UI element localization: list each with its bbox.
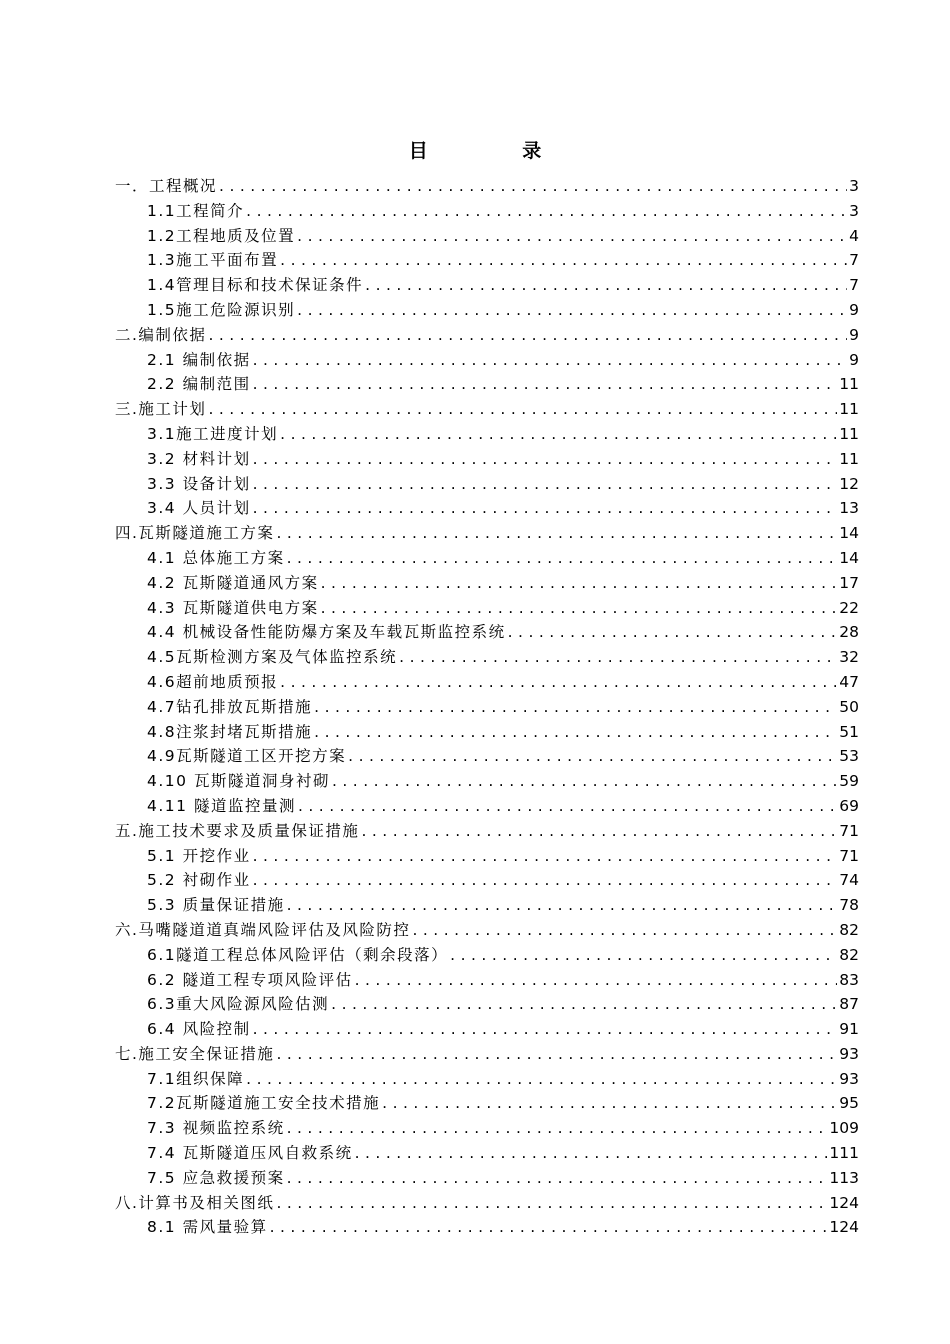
toc-dot-leader: [253, 351, 848, 369]
toc-dot-leader: [253, 871, 838, 889]
toc-entry-page-number: 95: [839, 1094, 859, 1113]
toc-dot-leader: [246, 202, 847, 220]
toc-entry-page-number: 124: [829, 1218, 859, 1237]
toc-entry[interactable]: [115, 744, 859, 769]
toc-dot-leader: [280, 673, 837, 691]
toc-entry-page-number: 14: [839, 524, 859, 543]
toc-entry-label: 6.2 隧道工程专项风险评估: [147, 970, 353, 989]
toc-entry-label: 1.5施工危险源识别: [147, 300, 296, 319]
toc-entry[interactable]: [115, 248, 859, 273]
toc-entry[interactable]: [115, 447, 859, 472]
toc-entry-page-number: 3: [849, 177, 859, 195]
toc-entry-label: 1.3施工平面布置: [147, 251, 279, 270]
toc-entry-page-number: 82: [839, 920, 859, 939]
toc-entry-page-number: 53: [839, 747, 859, 766]
toc-entry-label: 3.4 人员计划: [147, 499, 251, 518]
toc-entry-label: 八.计算书及相关图纸: [115, 1193, 275, 1212]
toc-entry-page-number: 11: [839, 449, 859, 468]
toc-entry-page-number: 50: [839, 697, 859, 716]
toc-entry-label: 6.4 风险控制: [147, 1020, 251, 1039]
toc-entry[interactable]: [115, 1215, 859, 1240]
toc-dot-leader: [450, 946, 837, 964]
toc-entry-page-number: 11: [839, 400, 859, 419]
toc-entry[interactable]: [115, 893, 859, 918]
toc-entry[interactable]: [115, 397, 859, 422]
toc-entry-page-number: 7: [849, 251, 859, 270]
toc-entry-label: 4.7钻孔排放瓦斯措施: [147, 697, 313, 716]
toc-dot-leader: [321, 599, 838, 617]
toc-dot-leader: [253, 847, 838, 865]
toc-entry[interactable]: [115, 1141, 859, 1166]
toc-entry-page-number: 12: [839, 474, 859, 493]
toc-entry-page-number: 109: [829, 1119, 859, 1138]
toc-entry-page-number: 78: [839, 896, 859, 915]
toc-entry[interactable]: [115, 496, 859, 521]
toc-entry-page-number: 69: [839, 796, 859, 815]
toc-entry-page-number: 9: [849, 350, 859, 369]
toc-entry-label: 4.6超前地质预报: [147, 672, 279, 691]
toc-entry-label: 7.2瓦斯隧道施工安全技术措施: [147, 1094, 381, 1113]
toc-entry[interactable]: [115, 645, 859, 670]
toc-entry-page-number: 87: [839, 995, 859, 1014]
toc-dot-leader: [270, 1218, 828, 1236]
toc-entry-label: 4.5瓦斯检测方案及气体监控系统: [147, 648, 398, 667]
toc-entry-page-number: 51: [839, 722, 859, 741]
toc-entry-page-number: 74: [839, 871, 859, 890]
toc-entry-label: 3.2 材料计划: [147, 449, 251, 468]
toc-dot-leader: [276, 1194, 827, 1212]
toc-entry-label: 一．工程概况: [115, 177, 218, 195]
toc-dot-leader: [280, 425, 837, 443]
toc-dot-leader: [208, 400, 837, 418]
toc-entry-label: 4.10 瓦斯隧道洞身衬砌: [147, 772, 330, 791]
toc-entry-label: 七.施工安全保证措施: [115, 1044, 275, 1063]
toc-entry-page-number: 113: [829, 1168, 859, 1187]
toc-entry[interactable]: [115, 323, 859, 348]
toc-entry-label: 3.1施工进度计划: [147, 424, 279, 443]
toc-entry-label: 5.2 衬砌作业: [147, 871, 251, 890]
toc-entry[interactable]: [115, 422, 859, 447]
toc-dot-leader: [287, 1119, 828, 1137]
toc-dot-leader: [361, 822, 837, 840]
toc-dot-leader: [348, 747, 837, 765]
toc-entry-page-number: 71: [839, 821, 859, 840]
toc-entry-page-number: 91: [839, 1020, 859, 1039]
toc-entry-label: 6.1隧道工程总体风险评估（剩余段落）: [147, 945, 449, 964]
toc-entry-label: 三.施工计划: [115, 400, 207, 419]
toc-entry-label: 4.4 机械设备性能防爆方案及车载瓦斯监控系统: [147, 623, 506, 642]
toc-dot-leader: [412, 921, 837, 939]
toc-dot-leader: [355, 1144, 828, 1162]
toc-entry-page-number: 82: [839, 945, 859, 964]
toc-entry[interactable]: [115, 968, 859, 993]
toc-entry-page-number: 71: [839, 846, 859, 865]
toc-dot-leader: [321, 574, 838, 592]
toc-dot-leader: [208, 326, 847, 344]
toc-entry[interactable]: [115, 844, 859, 869]
toc-entry-page-number: 22: [839, 598, 859, 617]
toc-dot-leader: [280, 251, 847, 269]
toc-entry-page-number: 93: [839, 1044, 859, 1063]
toc-entry[interactable]: [115, 1091, 859, 1116]
toc-entry[interactable]: [115, 868, 859, 893]
toc-entry[interactable]: [115, 298, 859, 323]
toc-dot-leader: [253, 499, 838, 517]
toc-entry-label: 1.1工程简介: [147, 201, 245, 220]
toc-entry-page-number: 83: [839, 970, 859, 989]
toc-dot-leader: [314, 698, 837, 716]
toc-dot-leader: [314, 723, 837, 741]
toc-entry[interactable]: [115, 1042, 859, 1067]
toc-entry[interactable]: [115, 620, 859, 645]
toc-entry-label: 1.2工程地质及位置: [147, 226, 296, 245]
toc-dot-leader: [355, 971, 838, 989]
page-title: 目 录: [408, 140, 586, 162]
toc-entry[interactable]: [115, 918, 859, 943]
toc-entry-label: 1.4管理目标和技术保证条件: [147, 276, 364, 295]
toc-entry[interactable]: [115, 1166, 859, 1191]
toc-entry[interactable]: [115, 174, 859, 199]
toc-entry[interactable]: [115, 670, 859, 695]
toc-dot-leader: [297, 301, 847, 319]
toc-dot-leader: [287, 896, 838, 914]
toc-entry-label: 5.1 开挖作业: [147, 846, 251, 865]
toc-entry-label: 4.2 瓦斯隧道通风方案: [147, 573, 319, 592]
toc-entry-label: 7.4 瓦斯隧道压风自救系统: [147, 1144, 353, 1163]
toc-entry-page-number: 17: [839, 573, 859, 592]
toc-entry-page-number: 111: [829, 1144, 859, 1163]
toc-dot-leader: [246, 1070, 837, 1088]
toc-entry-page-number: 28: [839, 623, 859, 642]
toc-entry-page-number: 59: [839, 772, 859, 791]
toc-entry-page-number: 124: [829, 1193, 859, 1212]
toc-entry-label: 4.8注浆封堵瓦斯措施: [147, 722, 313, 741]
toc-dot-leader: [331, 995, 837, 1013]
toc-entry-page-number: 47: [839, 672, 859, 691]
toc-entry[interactable]: [115, 819, 859, 844]
toc-entry-page-number: 7: [849, 276, 859, 295]
toc-entry-label: 7.3 视频监控系统: [147, 1119, 285, 1138]
toc-dot-leader: [253, 450, 838, 468]
toc-dot-leader: [365, 276, 847, 294]
table-of-contents: [115, 174, 859, 1240]
toc-entry[interactable]: [115, 372, 859, 397]
toc-entry-page-number: 13: [839, 499, 859, 518]
toc-dot-leader: [332, 772, 837, 790]
toc-entry-page-number: 14: [839, 548, 859, 567]
toc-entry-page-number: 9: [849, 325, 859, 344]
toc-entry-label: 5.3 质量保证措施: [147, 896, 285, 915]
toc-dot-leader: [287, 1169, 828, 1187]
toc-entry[interactable]: [115, 992, 859, 1017]
toc-dot-leader: [276, 1045, 837, 1063]
toc-entry-label: 二.编制依据: [115, 325, 207, 344]
toc-entry[interactable]: [115, 794, 859, 819]
toc-entry[interactable]: [115, 596, 859, 621]
toc-entry-page-number: 11: [839, 375, 859, 394]
toc-entry-page-number: 4: [849, 226, 859, 245]
toc-entry[interactable]: [115, 720, 859, 745]
toc-entry-label: 4.1 总体施工方案: [147, 548, 285, 567]
toc-entry-label: 3.3 设备计划: [147, 474, 251, 493]
toc-dot-leader: [287, 549, 838, 567]
toc-entry-label: 4.9瓦斯隧道工区开挖方案: [147, 747, 347, 766]
toc-entry[interactable]: [115, 571, 859, 596]
toc-entry[interactable]: [115, 943, 859, 968]
toc-entry[interactable]: [115, 1017, 859, 1042]
toc-entry-label: 2.1 编制依据: [147, 350, 251, 369]
toc-entry-label: 7.5 应急救援预案: [147, 1168, 285, 1187]
toc-entry-label: 2.2 编制范围: [147, 375, 251, 394]
toc-entry[interactable]: [115, 224, 859, 249]
toc-entry-page-number: 93: [839, 1069, 859, 1088]
toc-entry[interactable]: [115, 273, 859, 298]
toc-dot-leader: [253, 1020, 838, 1038]
toc-dot-leader: [399, 648, 837, 666]
toc-entry[interactable]: [115, 1191, 859, 1216]
toc-dot-leader: [276, 524, 837, 542]
toc-dot-leader: [508, 623, 838, 641]
toc-entry[interactable]: [115, 546, 859, 571]
toc-entry[interactable]: [115, 769, 859, 794]
toc-dot-leader: [219, 177, 847, 195]
toc-entry[interactable]: [115, 1116, 859, 1141]
toc-entry[interactable]: [115, 472, 859, 497]
toc-dot-leader: [253, 375, 838, 393]
toc-entry[interactable]: [115, 348, 859, 373]
toc-dot-leader: [297, 227, 847, 245]
toc-entry-label: 6.3重大风险源风险估测: [147, 995, 330, 1014]
toc-entry[interactable]: [115, 1067, 859, 1092]
toc-entry-page-number: 3: [849, 201, 859, 220]
toc-entry-page-number: 32: [839, 648, 859, 667]
toc-entry-page-number: 11: [839, 424, 859, 443]
toc-entry[interactable]: [115, 695, 859, 720]
toc-dot-leader: [298, 797, 837, 815]
toc-entry-page-number: 9: [849, 300, 859, 319]
toc-entry-label: 8.1 需风量验算: [147, 1218, 268, 1237]
toc-entry-label: 六.马嘴隧道道真端风险评估及风险防控: [115, 920, 411, 939]
toc-dot-leader: [382, 1094, 837, 1112]
toc-dot-leader: [253, 475, 838, 493]
toc-entry-label: 五.施工技术要求及质量保证措施: [115, 821, 360, 840]
toc-entry-label: 四.瓦斯隧道施工方案: [115, 524, 275, 543]
toc-entry-label: 7.1组织保障: [147, 1069, 245, 1088]
toc-entry-label: 4.3 瓦斯隧道供电方案: [147, 598, 319, 617]
toc-entry-label: 4.11 隧道监控量测: [147, 796, 296, 815]
toc-entry[interactable]: [115, 521, 859, 546]
toc-entry[interactable]: [115, 199, 859, 224]
